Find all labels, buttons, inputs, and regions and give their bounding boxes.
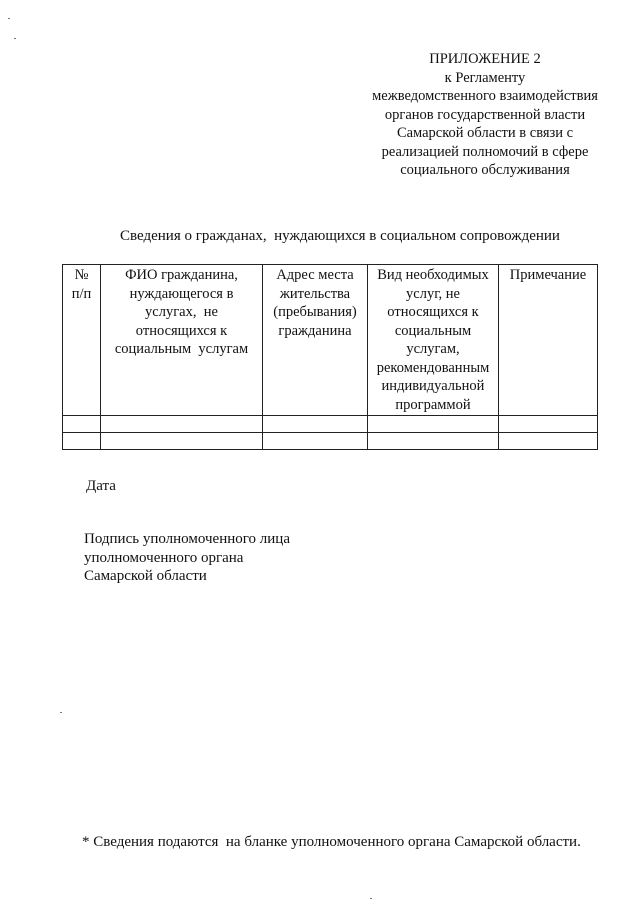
appendix-line: межведомственного взаимодействия [372, 88, 598, 104]
header-address: Адрес места жительства (пребывания) гражданина [263, 265, 368, 416]
table-cell[interactable] [101, 433, 263, 450]
signature-line: Самарской области [84, 568, 207, 584]
table-cell[interactable] [368, 433, 499, 450]
table-cell[interactable] [101, 416, 263, 433]
appendix-line: к Регламенту [444, 69, 526, 86]
appendix-line: органов государственной власти [384, 106, 586, 123]
citizens-table [62, 264, 598, 450]
signature-line: уполномоченного органа [84, 549, 244, 566]
table-cell[interactable] [263, 416, 368, 433]
header-note: Примечание [499, 265, 598, 416]
table-row [63, 433, 598, 450]
scan-speck [60, 712, 62, 713]
appendix-line: Самарской области в связи с [396, 125, 574, 141]
table-cell[interactable] [499, 433, 598, 450]
scan-speck [8, 18, 10, 19]
table-cell[interactable] [63, 416, 101, 433]
signature-block [84, 530, 290, 586]
table-cell[interactable] [368, 416, 499, 433]
scan-speck [370, 898, 372, 899]
table-row [63, 416, 598, 433]
table-cell[interactable] [499, 416, 598, 433]
table-cell[interactable] [263, 433, 368, 450]
header-services: Вид необходимых услуг, не относящихся к социальным услугам, рекомендованным индивидуальной программой [368, 265, 499, 416]
header-full-name: ФИО гражданина, нуждающегося в услугах, не относящихся к социальным услугам [101, 265, 263, 416]
signature-line: Подпись уполномоченного лица [84, 531, 290, 547]
appendix-header [330, 50, 640, 180]
table-title: Сведения о гражданах, нуждающихся в социальном сопровождении [120, 228, 560, 244]
header-number: № п/п [63, 265, 101, 416]
appendix-title: ПРИЛОЖЕНИЕ 2 [429, 51, 541, 67]
table-cell[interactable] [63, 433, 101, 450]
appendix-line: социального обслуживания [400, 162, 570, 178]
table-header-row [63, 265, 598, 416]
scan-speck [14, 38, 16, 39]
date-label: Дата [86, 478, 116, 494]
footnote: * Сведения подаются на бланке уполномоченного органа Самарской области. [82, 834, 581, 850]
appendix-line: реализацией полномочий в сфере [381, 143, 589, 160]
